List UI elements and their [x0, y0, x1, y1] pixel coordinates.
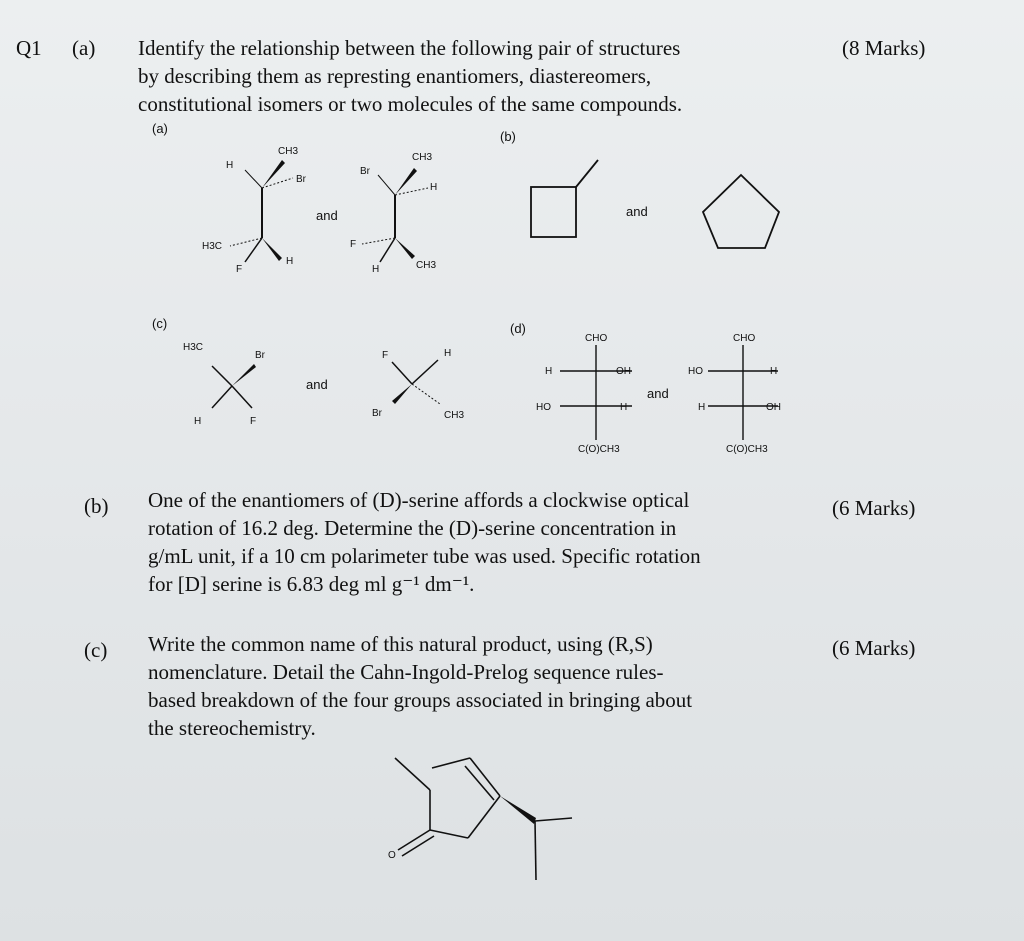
- atom-label: CH3: [412, 152, 433, 163]
- atom-label: H: [286, 256, 294, 267]
- atom-label: H: [444, 348, 452, 359]
- atom-label: C(O)CH3: [578, 444, 620, 455]
- part-b-marks: (6 Marks): [832, 496, 916, 520]
- atom-label: O: [388, 850, 396, 861]
- and-word: and: [626, 204, 648, 219]
- part-a-marks: (8 Marks): [842, 36, 926, 60]
- part-b-line: g/mL unit, if a 10 cm polarimeter tube was used. Specific rotation: [148, 544, 701, 568]
- and-word: and: [306, 377, 328, 392]
- structure-c-left: [183, 342, 266, 427]
- atom-label: H: [770, 366, 778, 377]
- sublabel-d: (d): [510, 321, 526, 336]
- atom-label: H3C: [183, 342, 204, 353]
- atom-label: Br: [296, 174, 306, 185]
- structure-d-right: [688, 333, 781, 455]
- atom-label: H: [620, 402, 628, 413]
- atom-label: H: [372, 264, 380, 275]
- part-b-line: rotation of 16.2 deg. Determine the (D)-serine concentration in: [148, 516, 677, 540]
- atom-label: H: [698, 402, 706, 413]
- part-c-line: Write the common name of this natural product, using (R,S): [148, 632, 653, 656]
- structure-d-left: [536, 333, 632, 455]
- and-word: and: [316, 208, 338, 223]
- part-a-line: constitutional isomers or two molecules of the same compounds.: [138, 92, 683, 116]
- atom-label: Br: [360, 166, 370, 177]
- part-c-label: (c): [84, 638, 108, 662]
- question-number: Q1: [16, 36, 42, 60]
- atom-label: CH3: [444, 410, 465, 421]
- atom-label: H: [430, 182, 438, 193]
- part-c-line: the stereochemistry.: [148, 716, 316, 740]
- part-b-text: [148, 486, 701, 598]
- atom-label: CH3: [416, 260, 437, 271]
- atom-label: CH3: [278, 146, 299, 157]
- atom-label: C(O)CH3: [726, 444, 768, 455]
- atom-label: HO: [536, 402, 551, 413]
- part-a-line: by describing them as represting enantiomers, diastereomers,: [138, 64, 652, 88]
- structure-a-left: [202, 146, 307, 275]
- structure-a-right: [350, 152, 437, 275]
- atom-label: F: [250, 416, 257, 427]
- atom-label: F: [350, 239, 357, 250]
- part-c-text: [148, 630, 692, 742]
- atom-label: Br: [255, 350, 265, 361]
- sublabel-a: (a): [152, 121, 168, 136]
- and-word: and: [647, 386, 669, 401]
- atom-label: F: [236, 264, 243, 275]
- sublabel-c: (c): [152, 316, 168, 331]
- part-b-label: (b): [84, 494, 109, 518]
- part-c-line: based breakdown of the four groups associated in bringing about: [148, 688, 693, 712]
- atom-label: CHO: [733, 333, 756, 344]
- structure-c-right: [372, 348, 464, 421]
- structure-b-left: [531, 160, 598, 237]
- atom-label: Br: [372, 408, 382, 419]
- part-a-label: (a): [72, 36, 96, 60]
- part-c-marks: (6 Marks): [832, 636, 916, 660]
- structure-b-right: [703, 175, 779, 248]
- sublabel-b: (b): [500, 129, 516, 144]
- part-c-line: nomenclature. Detail the Cahn-Ingold-Prelog sequence rules-: [148, 660, 664, 684]
- part-b-line: for [D] serine is 6.83 deg ml g⁻¹ dm⁻¹.: [148, 572, 475, 596]
- part-a-line: Identify the relationship between the following pair of structures: [138, 36, 681, 60]
- atom-label: CHO: [585, 333, 608, 344]
- atom-label: H3C: [202, 241, 223, 252]
- atom-label: H: [545, 366, 553, 377]
- atom-label: H: [226, 160, 234, 171]
- part-b-line: One of the enantiomers of (D)-serine affords a clockwise optical: [148, 488, 690, 512]
- atom-label: H: [194, 416, 202, 427]
- atom-label: F: [382, 350, 389, 361]
- atom-label: OH: [766, 402, 781, 413]
- atom-label: OH: [616, 366, 631, 377]
- structure-natural-product: [388, 758, 572, 880]
- atom-label: HO: [688, 366, 703, 377]
